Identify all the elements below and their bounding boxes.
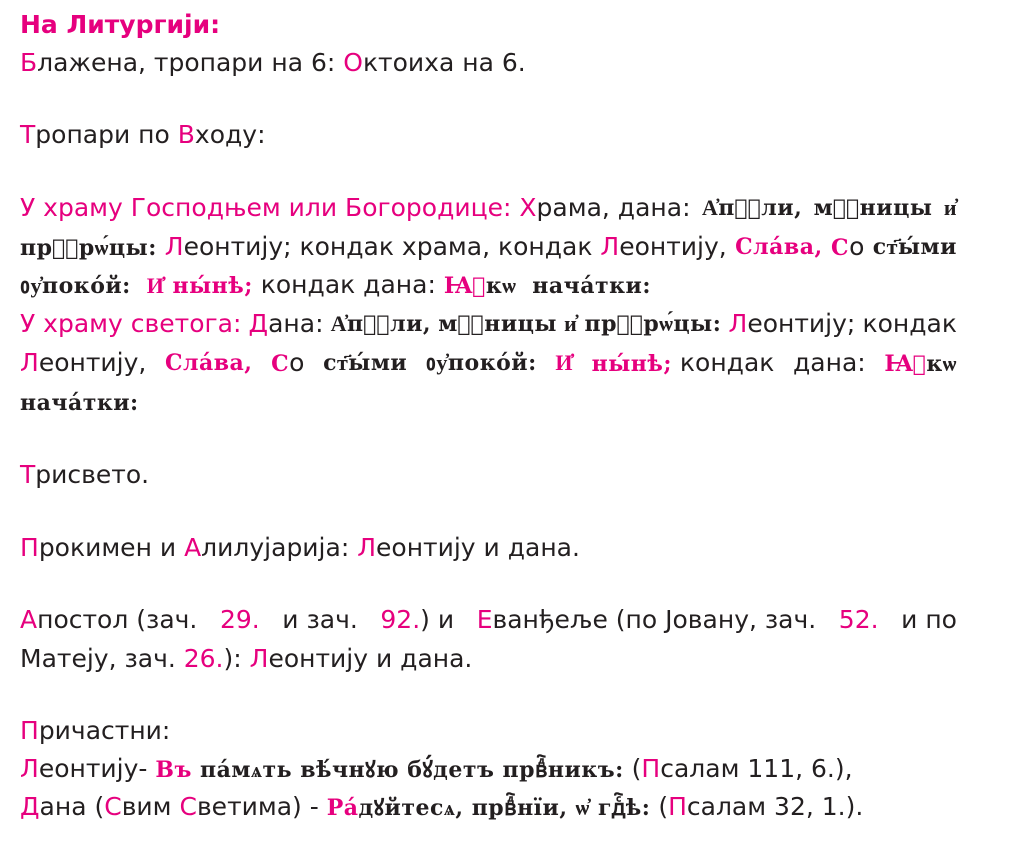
hram-svetoga-line-3: нача́тки: (20, 390, 139, 416)
blazhena-line: Блажена, тропари на 6: Октоиха на 6. (20, 48, 526, 77)
apostol-line-1: Апостол (зач. 29. и зач. 92.) и Еванђеље (по Јовану, зач. 52. и по (20, 605, 957, 634)
hram-svetoga-line-1: У храму светога: Дана: А҆пⷭ҇ли, мⷱ҇ницы и҆ прⷪ҇рѡ́цы: Леонтију; кондак (20, 309, 957, 338)
hram-svetoga-line-2: Леонтију, Сла́ва, Со ст҃ы́ми ᲂу҆поко́й: И҆ ны́нѣ; кондак дана: Ꙗ҆кѡ (20, 348, 957, 377)
tropari-heading: Тропари по Входу: (20, 120, 266, 149)
hram-gospodnjem-line-1: У храму Господњем или Богородице: Храма, дана: А҆пⷭ҇ли, мⷱ҇ницы и҆ (20, 193, 957, 222)
prokimen-line: Прокимен и Алилујарија: Леонтију и дана. (20, 533, 580, 562)
hram-gospodnjem-line-2: прⷪ҇рѡ́цы: Леонтију; кондак храма, кондак Леонтију, Сла́ва, Со ст҃ы́ми (20, 232, 957, 261)
apostol-line-2: Матеју, зач. 26.): Леонтију и дана. (20, 644, 473, 673)
prichastni-line-2: Дана (Свим Светима) - Ра́дꙋйтесѧ, првⷣ҇нїи, ѡ҆ гдⷭ҇ѣ: (Псалам 32, 1.). (20, 792, 864, 821)
section-heading-liturgy: На Литургији: (20, 10, 221, 39)
prichastni-line-1: Леонтију- Въ па́мѧть вѣ́чнꙋю бꙋ́детъ првⷣ҇никъ: (Псалам 111, 6.), (20, 754, 853, 783)
hram-gospodnjem-line-3: ᲂу҆поко́й: И҆ ны́нѣ; кондак дана: Ꙗ҆кѡ нача́тки: (20, 270, 651, 299)
prichastni-heading: Причастни: (20, 716, 171, 745)
trisveto-line: Трисвето. (20, 460, 150, 489)
